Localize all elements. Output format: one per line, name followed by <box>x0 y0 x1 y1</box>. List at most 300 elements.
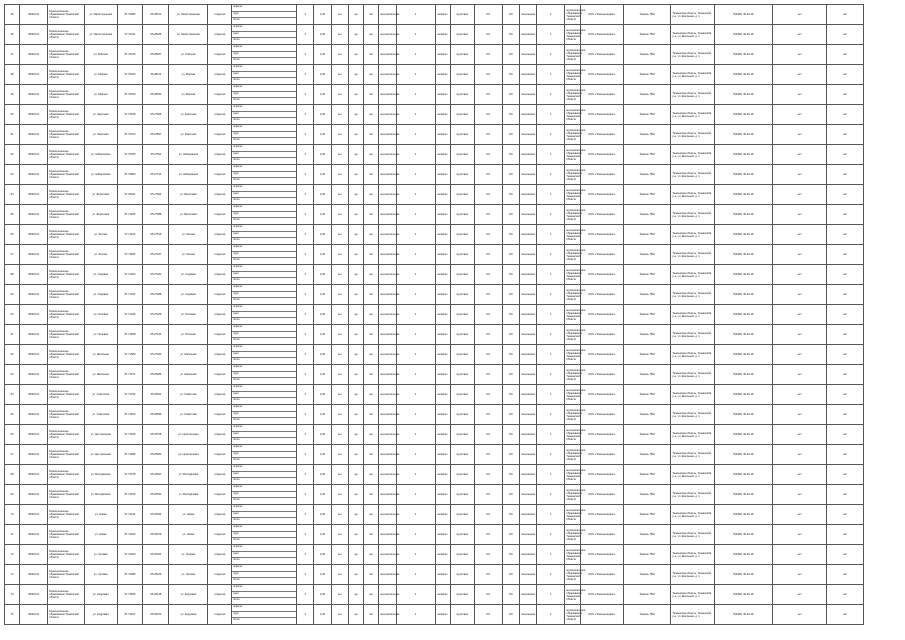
cell-phone: 8(3452) 49-04-18 <box>714 65 772 85</box>
cell-lon: 65.27516 <box>143 225 169 245</box>
cell-type: открытая <box>208 165 232 185</box>
surface-line: грунт <box>232 392 296 399</box>
cell-p11: ОО <box>502 145 519 165</box>
cell-surface <box>232 305 297 325</box>
cell-p7: 1 <box>396 185 435 205</box>
cell-p5: нет <box>364 605 379 625</box>
cell-p8: асфальт <box>435 565 450 585</box>
cell-lon: 65.26985 <box>143 365 169 385</box>
cell-p1: 1 <box>297 545 314 565</box>
surface-line: бетон <box>233 298 240 302</box>
cell-city: Тюмень ТБО <box>623 245 671 265</box>
cell-contact: Тюменская область, Тюменский р-н, ул. Школьная, д. 1 <box>671 185 714 205</box>
cell-p5: нет <box>364 65 379 85</box>
cell-contact: Тюменская область, Тюменский р-н, ул. Школьная, д. 1 <box>671 585 714 605</box>
cell-owner: ООО «Тюменьсервис» <box>580 605 623 625</box>
cell-owner: ООО «Тюменьсервис» <box>580 445 623 465</box>
cell-type: открытая <box>208 105 232 125</box>
cell-street: ул. Молодёжная <box>85 465 117 485</box>
cell-p4: да <box>349 485 364 505</box>
cell-street2: ул. Рабочая <box>169 45 208 65</box>
cell-p8: асфальт <box>435 545 450 565</box>
cell-lat: 57.70704 <box>117 125 143 145</box>
cell-addr: Муниципальное образование Тюменской области <box>48 225 85 245</box>
cell-p10: ОО <box>474 325 502 345</box>
cell-cad: 00000-01 <box>20 465 48 485</box>
cell-p9: грунтовое <box>450 565 474 585</box>
cell-p2: 0,40 <box>314 405 331 425</box>
cell-c1: нет <box>773 245 827 265</box>
cell-p3: нет <box>331 285 348 305</box>
cell-addr: Муниципальное образование Тюменской области <box>48 345 85 365</box>
cell-p8: асфальт <box>435 125 450 145</box>
table-row <box>5 445 901 465</box>
cell-no: 49 <box>5 85 20 105</box>
cell-owner: ООО «Тюменьсервис» <box>580 405 623 425</box>
cell-p2: 0,40 <box>314 385 331 405</box>
cell-c2: нет <box>827 85 864 105</box>
table-row <box>5 365 901 385</box>
cell-p13: 1 <box>537 565 565 585</box>
cell-street2: ул. Заречная <box>169 125 208 145</box>
cell-p3: нет <box>331 485 348 505</box>
cell-city: Тюмень ТБО <box>623 5 671 25</box>
cell-c2: нет <box>827 165 864 185</box>
surface-line: грунт <box>232 152 296 159</box>
cell-type: открытая <box>208 85 232 105</box>
cell-p7: 1 <box>396 305 435 325</box>
cell-contact: Тюменская область, Тюменский р-н, ул. Школьная, д. 1 <box>671 25 714 45</box>
cell-p7: 1 <box>396 605 435 625</box>
cell-p9: грунтовое <box>450 245 474 265</box>
cell-c2: нет <box>827 545 864 565</box>
cell-p8: асфальт <box>435 225 450 245</box>
cell-no: 68 <box>5 465 20 485</box>
cell-addr: Муниципальное образование Тюменской области <box>48 245 85 265</box>
cell-lat: 57.71915 <box>117 425 143 445</box>
cell-p2: 0,40 <box>314 425 331 445</box>
cell-org: муниципальное образование Тюменской области <box>565 325 580 345</box>
register-sheet <box>4 4 901 636</box>
cell-p11: ОО <box>502 425 519 445</box>
cell-p13: 1 <box>537 325 565 345</box>
cell-p5: нет <box>364 125 379 145</box>
cell-p5: нет <box>364 325 379 345</box>
cell-addr: Муниципальное образование Тюменской области <box>48 325 85 345</box>
cell-owner: ООО «Тюменьсервис» <box>580 125 623 145</box>
cell-p7: 1 <box>396 125 435 145</box>
cell-p5: нет <box>364 345 379 365</box>
cell-p11: ОО <box>502 325 519 345</box>
cell-p5: нет <box>364 465 379 485</box>
cell-lat: 57.71264 <box>117 265 143 285</box>
cell-p13: 1 <box>537 365 565 385</box>
cell-surface <box>232 165 297 185</box>
cell-p2: 0,40 <box>314 345 331 365</box>
cell-p13: 1 <box>537 105 565 125</box>
cell-p6: муниципальная <box>379 585 396 605</box>
cell-cad: 00000-01 <box>20 485 48 505</box>
cell-addr: Муниципальное образование Тюменской области <box>48 145 85 165</box>
cell-phone: 8(3452) 49-04-18 <box>714 5 772 25</box>
cell-p1: 1 <box>297 425 314 445</box>
cell-p8: асфальт <box>435 465 450 485</box>
cell-p12: смешанное <box>519 205 536 225</box>
cell-p12: смешанное <box>519 105 536 125</box>
cell-p3: нет <box>331 205 348 225</box>
cell-p4: да <box>349 245 364 265</box>
cell-p2: 0,40 <box>314 525 331 545</box>
cell-p1: 1 <box>297 485 314 505</box>
cell-p12: смешанное <box>519 245 536 265</box>
cell-p12: смешанное <box>519 425 536 445</box>
cell-p2: 0,40 <box>314 565 331 585</box>
cell-phone: 8(3452) 49-04-18 <box>714 365 772 385</box>
cell-lon: 65.26607 <box>143 465 169 485</box>
cell-p3: нет <box>331 505 348 525</box>
surface-line: грунт <box>232 472 296 479</box>
cell-lat: 57.72159 <box>117 485 143 505</box>
cell-type: открытая <box>208 265 232 285</box>
cell-p1: 1 <box>297 165 314 185</box>
cell-p8: асфальт <box>435 285 450 305</box>
cell-c2: нет <box>827 605 864 625</box>
cell-p6: муниципальная <box>379 25 396 45</box>
cell-street2: ул. Мирная <box>169 65 208 85</box>
table-row <box>5 425 901 445</box>
cell-p2: 0,40 <box>314 25 331 45</box>
cell-street2: ул. Лесная <box>169 245 208 265</box>
cell-surface <box>232 565 297 585</box>
cell-p12: смешанное <box>519 605 536 625</box>
cell-p6: муниципальная <box>379 125 396 145</box>
cell-contact: Тюменская область, Тюменский р-н, ул. Школьная, д. 1 <box>671 605 714 625</box>
cell-street: ул. Рабочая <box>85 45 117 65</box>
cell-cad: 00000-01 <box>20 605 48 625</box>
cell-p7: 1 <box>396 65 435 85</box>
cell-p10: ОО <box>474 65 502 85</box>
cell-p9: грунтовое <box>450 285 474 305</box>
cell-street: ул. Луговая <box>85 565 117 585</box>
cell-org: муниципальное образование Тюменской области <box>565 545 580 565</box>
cell-p10: ОО <box>474 185 502 205</box>
cell-surface <box>232 365 297 385</box>
cell-contact: Тюменская область, Тюменский р-н, ул. Школьная, д. 1 <box>671 285 714 305</box>
cell-street: ул. Кедровая <box>85 585 117 605</box>
cell-p1: 1 <box>297 345 314 365</box>
cell-p7: 1 <box>396 525 435 545</box>
cell-p6: муниципальная <box>379 365 396 385</box>
cell-street2: ул. Мирная <box>169 85 208 105</box>
cell-p11: ОО <box>502 365 519 385</box>
surface-line: бетон <box>233 398 240 402</box>
cell-org: муниципальное образование Тюменской области <box>565 425 580 445</box>
cell-type: открытая <box>208 325 232 345</box>
cell-p4: да <box>349 225 364 245</box>
table-row <box>5 545 901 565</box>
cell-cad: 00000-01 <box>20 505 48 525</box>
cell-org: муниципальное образование Тюменской области <box>565 5 580 25</box>
surface-line: асфальт <box>232 545 296 552</box>
cell-p9: грунтовое <box>450 325 474 345</box>
cell-addr: Муниципальное образование Тюменской области <box>48 505 85 525</box>
cell-street: ул. Мирная <box>85 85 117 105</box>
cell-p12: смешанное <box>519 325 536 345</box>
cell-city: Тюмень ТБО <box>623 585 671 605</box>
cell-p3: нет <box>331 325 348 345</box>
cell-contact: Тюменская область, Тюменский р-н, ул. Школьная, д. 1 <box>671 485 714 505</box>
cell-street: ул. Молодёжная <box>85 485 117 505</box>
table-row <box>5 5 901 25</box>
cell-city: Тюмень ТБО <box>623 145 671 165</box>
cell-city: Тюмень ТБО <box>623 385 671 405</box>
cell-phone: 8(3452) 49-04-18 <box>714 225 772 245</box>
cell-p9: грунтовое <box>450 45 474 65</box>
cell-owner: ООО «Тюменьсервис» <box>580 505 623 525</box>
cell-street: ул. Магистральная <box>85 5 117 25</box>
cell-p6: муниципальная <box>379 65 396 85</box>
cell-p3: нет <box>331 245 348 265</box>
cell-addr: Муниципальное образование Тюменской области <box>48 365 85 385</box>
cell-p4: да <box>349 265 364 285</box>
surface-line: асфальт <box>232 585 296 592</box>
cell-org: муниципальное образование Тюменской области <box>565 65 580 85</box>
cell-cad: 00000-01 <box>20 345 48 365</box>
cell-contact: Тюменская область, Тюменский р-н, ул. Школьная, д. 1 <box>671 5 714 25</box>
cell-p1: 1 <box>297 105 314 125</box>
cell-p9: грунтовое <box>450 25 474 45</box>
cell-p3: нет <box>331 605 348 625</box>
cell-lat: 57.71025 <box>117 205 143 225</box>
cell-phone: 8(3452) 49-04-18 <box>714 445 772 465</box>
cell-p1: 1 <box>297 5 314 25</box>
cell-p9: грунтовое <box>450 165 474 185</box>
surface-line: бетон <box>233 258 240 262</box>
surface-line: грунт <box>232 172 296 179</box>
cell-p10: ОО <box>474 525 502 545</box>
cell-p10: ОО <box>474 385 502 405</box>
cell-p4: да <box>349 605 364 625</box>
cell-street: ул. Луговая <box>85 545 117 565</box>
surface-line: бетон <box>233 598 240 602</box>
cell-owner: ООО «Тюменьсервис» <box>580 565 623 585</box>
cell-p6: муниципальная <box>379 405 396 425</box>
cell-p8: асфальт <box>435 45 450 65</box>
cell-street2: ул. Набережная <box>169 165 208 185</box>
cell-c1: нет <box>773 265 827 285</box>
surface-line: асфальт <box>232 85 296 92</box>
cell-p3: нет <box>331 145 348 165</box>
cell-p12: смешанное <box>519 5 536 25</box>
surface-line: асфальт <box>232 185 296 192</box>
table-row <box>5 305 901 325</box>
cell-p2: 0,40 <box>314 225 331 245</box>
cell-type: открытая <box>208 385 232 405</box>
cell-city: Тюмень ТБО <box>623 265 671 285</box>
cell-contact: Тюменская область, Тюменский р-н, ул. Школьная, д. 1 <box>671 325 714 345</box>
cell-cad: 00000-01 <box>20 245 48 265</box>
cell-c1: нет <box>773 465 827 485</box>
cell-c2: нет <box>827 325 864 345</box>
cell-c2: нет <box>827 365 864 385</box>
cell-c1: нет <box>773 545 827 565</box>
cell-lat: 57.70245 <box>117 45 143 65</box>
cell-city: Тюмень ТБО <box>623 445 671 465</box>
cell-cad: 00000-01 <box>20 285 48 305</box>
cell-lat: 57.71426 <box>117 305 143 325</box>
surface-line: бетон <box>233 338 240 342</box>
cell-org: муниципальное образование Тюменской области <box>565 125 580 145</box>
cell-p4: да <box>349 165 364 185</box>
surface-line: бетон <box>233 318 240 322</box>
cell-surface <box>232 145 297 165</box>
cell-p13: 1 <box>537 505 565 525</box>
surface-line: асфальт <box>232 445 296 452</box>
cell-type: открытая <box>208 405 232 425</box>
cell-org: муниципальное образование Тюменской области <box>565 205 580 225</box>
surface-line: грунт <box>232 92 296 99</box>
cell-owner: ООО «Тюменьсервис» <box>580 385 623 405</box>
cell-p12: смешанное <box>519 465 536 485</box>
cell-p10: ОО <box>474 485 502 505</box>
cell-p5: нет <box>364 185 379 205</box>
cell-p6: муниципальная <box>379 265 396 285</box>
cell-c2: нет <box>827 5 864 25</box>
cell-p8: асфальт <box>435 265 450 285</box>
surface-line: асфальт <box>232 505 296 512</box>
cell-c1: нет <box>773 125 827 145</box>
cell-addr: Муниципальное образование Тюменской области <box>48 425 85 445</box>
cell-org: муниципальное образование Тюменской области <box>565 345 580 365</box>
cell-addr: Муниципальное образование Тюменской области <box>48 545 85 565</box>
cell-type: открытая <box>208 305 232 325</box>
cell-p4: да <box>349 5 364 25</box>
cell-p13: 1 <box>537 405 565 425</box>
cell-org: муниципальное образование Тюменской области <box>565 25 580 45</box>
table-row <box>5 225 901 245</box>
cell-p9: грунтовое <box>450 425 474 445</box>
cell-lon: 65.26532 <box>143 485 169 505</box>
cell-lon: 65.26073 <box>143 605 169 625</box>
cell-street: ул. Садовая <box>85 285 117 305</box>
cell-lon: 65.27965 <box>143 105 169 125</box>
cell-surface <box>232 465 297 485</box>
surface-line: грунт <box>232 232 296 239</box>
cell-p10: ОО <box>474 105 502 125</box>
table-row <box>5 565 901 585</box>
cell-p12: смешанное <box>519 525 536 545</box>
cell-p2: 0,40 <box>314 545 331 565</box>
cell-p7: 1 <box>396 205 435 225</box>
cell-p8: асфальт <box>435 505 450 525</box>
cell-p11: ОО <box>502 65 519 85</box>
cell-p5: нет <box>364 245 379 265</box>
cell-owner: ООО «Тюменьсервис» <box>580 65 623 85</box>
table-row <box>5 85 901 105</box>
cell-addr: Муниципальное образование Тюменской области <box>48 485 85 505</box>
cell-cad: 00000-01 <box>20 45 48 65</box>
cell-c1: нет <box>773 585 827 605</box>
cell-p2: 0,40 <box>314 265 331 285</box>
cell-p5: нет <box>364 425 379 445</box>
cell-addr: Муниципальное образование Тюменской области <box>48 105 85 125</box>
cell-phone: 8(3452) 49-04-18 <box>714 265 772 285</box>
cell-surface <box>232 205 297 225</box>
cell-street: ул. Садовая <box>85 265 117 285</box>
cell-owner: ООО «Тюменьсервис» <box>580 165 623 185</box>
cell-p3: нет <box>331 405 348 425</box>
cell-p1: 1 <box>297 245 314 265</box>
cell-p5: нет <box>364 225 379 245</box>
cell-addr: Муниципальное образование Тюменской области <box>48 405 85 425</box>
cell-cad: 00000-01 <box>20 425 48 445</box>
cell-street2: ул. Кедровая <box>169 585 208 605</box>
cell-p11: ОО <box>502 105 519 125</box>
cell-p4: да <box>349 505 364 525</box>
surface-line: бетон <box>233 98 240 102</box>
cell-surface <box>232 225 297 245</box>
cell-c1: нет <box>773 565 827 585</box>
cell-contact: Тюменская область, Тюменский р-н, ул. Школьная, д. 1 <box>671 225 714 245</box>
cell-type: открытая <box>208 445 232 465</box>
surface-line: асфальт <box>232 305 296 312</box>
cell-p9: грунтовое <box>450 525 474 545</box>
cell-phone: 8(3452) 49-04-18 <box>714 105 772 125</box>
cell-p10: ОО <box>474 85 502 105</box>
surface-line: грунт <box>232 272 296 279</box>
cell-p3: нет <box>331 125 348 145</box>
cell-phone: 8(3452) 49-04-18 <box>714 125 772 145</box>
cell-city: Тюмень ТБО <box>623 345 671 365</box>
cell-org: муниципальное образование Тюменской области <box>565 485 580 505</box>
cell-lat: 57.72241 <box>117 505 143 525</box>
cell-p4: да <box>349 385 364 405</box>
cell-lat: 57.71508 <box>117 325 143 345</box>
surface-line: бетон <box>233 418 240 422</box>
cell-p7: 1 <box>396 505 435 525</box>
cell-p5: нет <box>364 145 379 165</box>
cell-surface <box>232 545 297 565</box>
cell-p6: муниципальная <box>379 525 396 545</box>
cell-p3: нет <box>331 545 348 565</box>
cell-p11: ОО <box>502 265 519 285</box>
cell-p1: 1 <box>297 525 314 545</box>
cell-p9: грунтовое <box>450 505 474 525</box>
cell-p12: смешанное <box>519 445 536 465</box>
cell-p10: ОО <box>474 145 502 165</box>
cell-street: ул. Лесная <box>85 245 117 265</box>
cell-lon: 65.27437 <box>143 245 169 265</box>
cell-p11: ОО <box>502 525 519 545</box>
cell-p11: ОО <box>502 165 519 185</box>
cell-c2: нет <box>827 525 864 545</box>
cell-p4: да <box>349 345 364 365</box>
cell-p2: 0,40 <box>314 445 331 465</box>
surface-line: асфальт <box>232 285 296 292</box>
surface-line: грунт <box>232 12 296 19</box>
cell-p7: 1 <box>396 5 435 25</box>
cell-c1: нет <box>773 385 827 405</box>
cell-p1: 1 <box>297 225 314 245</box>
cell-no: 67 <box>5 445 20 465</box>
cell-p13: 1 <box>537 465 565 485</box>
cell-c1: нет <box>773 185 827 205</box>
cell-p7: 1 <box>396 585 435 605</box>
cell-phone: 8(3452) 49-04-18 <box>714 405 772 425</box>
cell-no: 64 <box>5 385 20 405</box>
cell-p12: смешанное <box>519 585 536 605</box>
cell-p6: муниципальная <box>379 45 396 65</box>
